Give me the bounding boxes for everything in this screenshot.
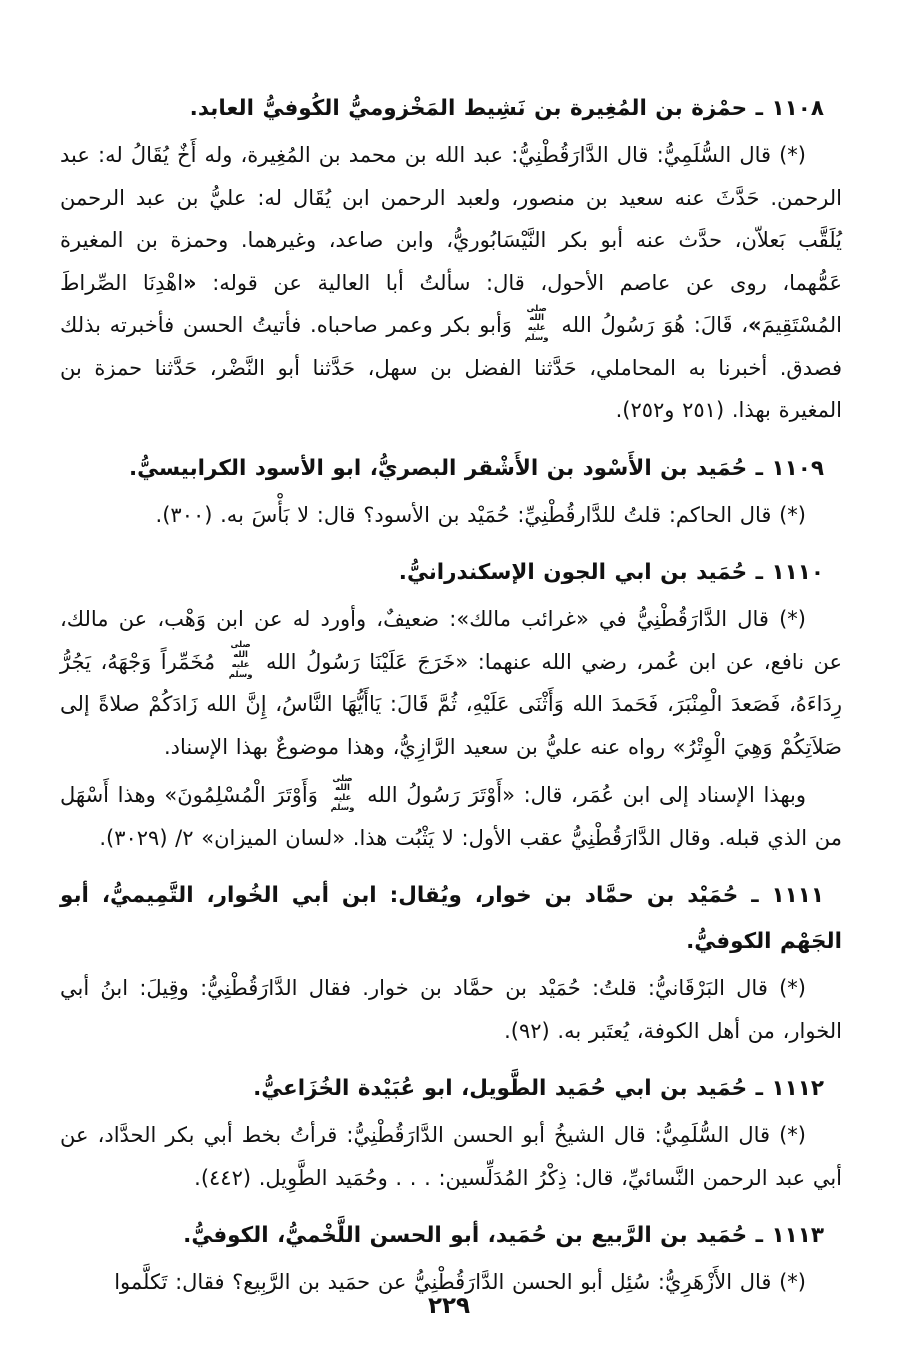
entry-1110 [60, 550, 842, 859]
entry-1108-heading: ١١٠٨ ـ حمْزة بن المُغِيرة بن نَشِيط المَخْزوميُّ الكُوفيُّ العابد. [189, 96, 824, 121]
entry-1110-paragraph-1: (*) قال الدَّارَقُطْنِيُّ في «غرائب مالك»: ضعيفٌ، وأورد له عن ابن وَهْب، عن مالك، عن نافع، عن ابن عُمر، رضي الله عنهما: «خَرَجَ عَلَيْنَا رَسُولُ الله صلى الله عليه وسلم مُخَمِّراً وَجْهَهُ، يَجُرُّ رِدَاءَهُ، فَصَعدَ الْمِنْبَرَ، فَحَمدَ الله وَأَثْنَى عَلَيْهِ، ثُمَّ قَالَ: يَاأَيُّهَا النَّاسُ، إِنَّ الله زَادَكُمْ صلاةً إلى صَلاَتِكُمْ وَهِيَ الْوِتْرُ» رواه عنه عليُّ بن سعيد الرَّازِيُّ، وهذا موضوعٌ بهذا الإسناد. [60, 607, 843, 759]
entry-1113-paragraph: (*) قال الأَزْهَرِيُّ: سُئِل أبو الحسن الدَّارَقُطْنِيُّ عن حمَيد بن الرَّبِيع؟ فقال: تَكلَّموا [114, 1270, 806, 1294]
prophet-honorific-icon: صلى الله عليه وسلم [228, 640, 253, 680]
page-text-block [60, 72, 842, 1304]
prophet-honorific-icon: صلى الله عليه وسلم [524, 303, 549, 343]
entry-1109-paragraph: (*) قال الحاكم: قلتُ للدَّارقُطْنِيِّ: حُمَيْد بن الأسود؟ قال: لا بَأْسَ به. (٣٠٠). [155, 502, 806, 527]
prophet-honorific-icon: صلى الله عليه وسلم [330, 773, 355, 813]
entry-1112 [60, 1066, 842, 1199]
entry-1113-heading: ١١١٣ ـ حُمَيد بن الرَّبيع بن حُمَيد، أبو الحسن اللَّخْميُّ، الكوفيُّ. [183, 1223, 824, 1248]
entry-1111-heading: ١١١١ ـ حُمَيْد بن حمَّاد بن خوار، ويُقال: ابن أبي الخُوار، التَّمِيميُّ، أبو الجَهْم الكوفيُّ. [60, 883, 842, 954]
entry-1109 [60, 446, 842, 537]
entry-1113 [60, 1213, 842, 1304]
entry-1112-heading: ١١١٢ ـ حُمَيد بن ابي حُمَيد الطَّويل، ابو عُبَيْدة الخُزَاعيُّ. [253, 1076, 824, 1101]
entry-1109-heading: ١١٠٩ ـ حُمَيد بن الأَسْود بن الأَشْقر البصريُّ، ابو الأسود الكرابيسيُّ. [129, 455, 824, 481]
entry-1112-paragraph: (*) قال السُّلَمِيُّ: قال الشيخُ أبو الحسن الدَّارَقُطْنِيُّ: قرأتُ بخط أبي بكر الحدَّاد، عن أبي عبد الرحمن النَّسائيِّ، قال: ذِكْرُ المُدَلِّسين: . . . وحُمَيد الطَّوِيل. (٤٤٢). [60, 1123, 842, 1190]
page-number: ٢٢٩ [427, 1293, 471, 1319]
entry-1108-paragraph: (*) قال السُّلَمِيُّ: قال الدَّارَقُطْنِيُّ: عبد الله بن محمد بن المُغِيرة، وله أَخٌ يُقَالُ له: عبد الرحمن. حَدَّثَ عنه سعيد بن منصور، ولعبد الرحمن ابن يُقَال له: عليُّ بن عبد الرحمن يُلَقَّب بَعلاّن، حدَّث عنه أبو بكر النَّيْسَابُوريُّ، وابن صاعد، وغيرهما. وحمزة بن المغيرة عَمُّهما، روى عن عاصم الأحول، قال: سألتُ أبا العالية عن قوله: «اهْدِنَا الصِّراطَ المُسْتَقِيمَ»، قَالَ: هُوَ رَسُولُ الله صلى الله عليه وسلم وَأبو بكر وعمر صاحباه. فأتيتُ الحسن فأخبرته بذلك فصدق. أخبرنا به المحاملي، حَدَّثنا الفضل بن سهل، حَدَّثنا أبو النَّضْر، حَدَّثنا حمزة بن المغيرة بهذا. (٢٥١ و٢٥٢). [60, 143, 843, 422]
entry-1110-heading: ١١١٠ ـ حُمَيد بن ابي الجون الإسكندرانيُّ. [398, 560, 824, 585]
quran-open-bracket-icon: « [183, 270, 197, 295]
entry-1111-paragraph: (*) قال البَرْقَانيُّ: قلتُ: حُمَيْد بن حمَّاد بن خوار. فقال الدَّارَقُطْنِيُّ: وقِيلَ: ابنُ أبي الخوار، من أهل الكوفة، يُعتَبر به. (٩٢). [60, 976, 842, 1043]
entry-1108 [60, 86, 842, 432]
entry-1110-paragraph-2: وبهذا الإسناد إلى ابن عُمَر، قال: «أَوْتَرَ رَسُولُ الله صلى الله عليه وسلم وَأَوْتَرَ الْمُسْلِمُونَ» وهذا أَسْهَل من الذي قبله. وقال الدَّارَقُطْنِيُّ عقب الأول: لا يَثْبُت هذا. «لسان الميزان» ٢/ (٣٠٢٩). [60, 773, 842, 850]
entry-1111 [60, 873, 842, 1052]
quran-close-bracket-icon: » [748, 313, 762, 337]
